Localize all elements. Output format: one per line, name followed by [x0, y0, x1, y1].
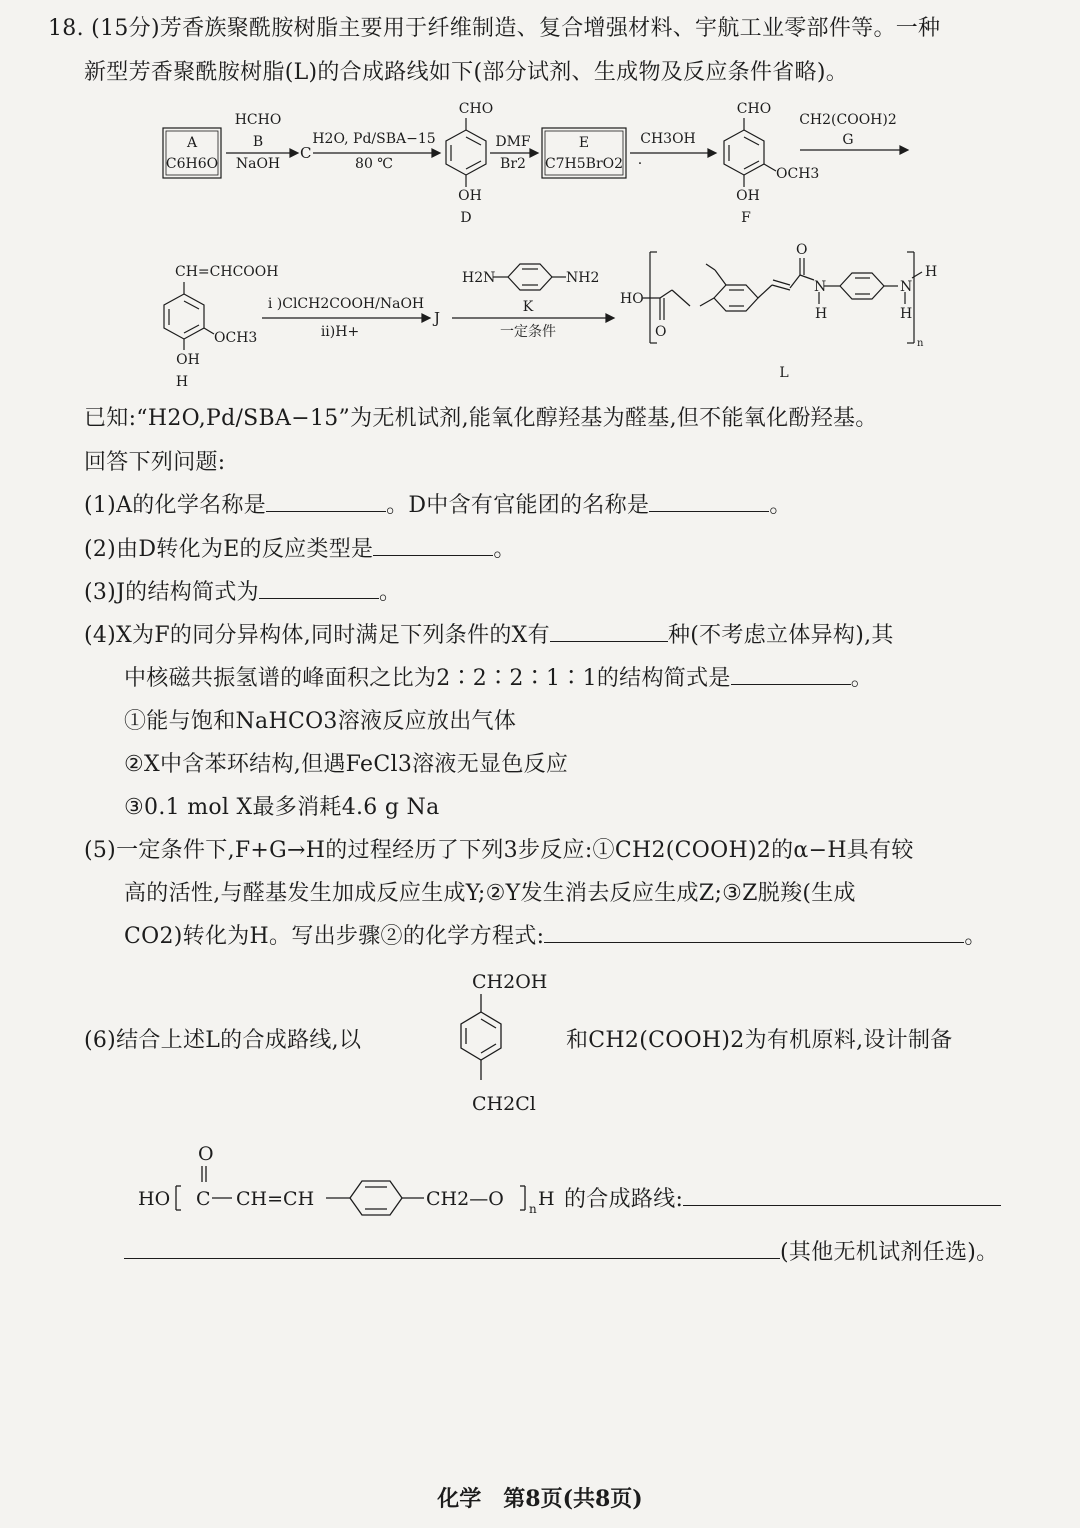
q6-target-CH2O: CH2—O	[426, 1188, 504, 1210]
q6-target-H: H	[538, 1188, 555, 1210]
compound-L-O-amide: O	[796, 242, 808, 258]
question-6-text-b: 和CH2(COOH)2为有机原料,设计制备	[566, 1028, 953, 1053]
question-5-line2: 高的活性,与醛基发生加成反应生成Y;②Y发生消去反应生成Z;③Z脱羧(生成	[124, 881, 856, 906]
q6-target-O: O	[198, 1143, 214, 1165]
compound-H-OCH3: OCH3	[214, 330, 258, 346]
reagent-G: G	[842, 132, 854, 148]
q6-target-n: n	[529, 1202, 537, 1216]
q6-target-HO: HO	[138, 1188, 171, 1210]
compound-A-formula: C6H6O	[165, 156, 219, 172]
compound-F-OH: OH	[736, 188, 760, 204]
q3-text-b: 。	[378, 580, 402, 605]
compound-L-O-carbonyl: O	[655, 324, 667, 340]
q4-condition-1: ①能与饱和NaHCO3溶液反应放出气体	[124, 709, 517, 734]
reagent-CH3OH: CH3OH	[640, 131, 696, 147]
reagent-H2O-Pd: H2O, Pd/SBA−15	[312, 131, 436, 147]
question-5-line1: (5)一定条件下,F+G→H的过程经历了下列3步反应:①CH2(COOH)2的α−H具有较	[84, 838, 914, 863]
compound-D-label: D	[460, 210, 472, 226]
q6-blank-1[interactable]	[683, 1185, 1001, 1206]
q1-text-b: 。D中含有官能团的名称是	[386, 493, 650, 518]
known-info: 已知:“H2O,Pd/SBA−15”为无机试剂,能氧化醇羟基为醛基,但不能氧化酚羟基。	[84, 406, 878, 431]
condition-80C: 80 ℃	[355, 156, 393, 172]
compound-L-H-end: H	[925, 264, 938, 280]
q4-condition-3: ③0.1 mol X最多消耗4.6 g Na	[124, 795, 440, 820]
q6-text-c: 的合成路线:	[564, 1187, 684, 1212]
q6-text-d: (其他无机试剂任选)。	[780, 1240, 999, 1265]
q4-text-a: (4)X为F的同分异构体,同时满足下列条件的X有	[84, 623, 550, 648]
compound-L-label: L	[779, 365, 789, 381]
reagent-malonic-acid: CH2(COOH)2	[799, 112, 897, 128]
compound-L-H1: H	[815, 306, 828, 322]
reagent-DMF: DMF	[495, 134, 531, 150]
compound-E-formula: C7H5BrO2	[544, 156, 624, 172]
reagent-acid: ii)H+	[320, 324, 360, 340]
compound-J-label: J	[434, 309, 441, 327]
compound-F-CHO: CHO	[736, 101, 772, 117]
q6-route-line2	[124, 1238, 998, 1268]
q2-text-a: (2)由D转化为E的反应类型是	[84, 537, 374, 562]
question-18-line2: 新型芳香聚酰胺树脂(L)的合成路线如下(部分试剂、生成物及反应条件省略)。	[84, 60, 849, 85]
compound-D-CHO: CHO	[458, 101, 494, 117]
question-6-text-a: (6)结合上述L的合成路线,以	[84, 1028, 362, 1053]
q6-target-CH=CH: CH=CH	[236, 1188, 315, 1210]
compound-D-OH: OH	[458, 188, 482, 204]
q5-text-a: CO2)转化为H。写出步骤②的化学方程式:	[124, 924, 545, 949]
q4-condition-2: ②X中含苯环结构,但遇FeCl3溶液无显色反应	[124, 752, 569, 777]
q1-text-c: 。	[769, 493, 792, 518]
q6-sm-structure	[461, 994, 501, 1080]
compound-H-label: H	[175, 374, 189, 390]
answer-prompt: 回答下列问题:	[84, 450, 226, 475]
q6-sm-CH2Cl: CH2Cl	[472, 1093, 536, 1115]
condition-specific: 一定条件	[500, 324, 556, 340]
q4-text-d: 。	[850, 666, 873, 691]
q1-text-a: (1)A的化学名称是	[84, 493, 267, 518]
reagent-dot: .	[637, 152, 643, 168]
page-footer: 化学 第8页(共8页)	[437, 1486, 643, 1512]
compound-F-OCH3: OCH3	[776, 166, 820, 182]
compound-K-NH2-left: H2N	[462, 270, 496, 286]
compound-L-HO: HO	[620, 291, 644, 307]
question-18-line1: 18. (15分)芳香族聚酰胺树脂主要用于纤维制造、复合增强材料、宇航工业零部件等。一种	[48, 16, 941, 41]
reagent-B: B	[252, 134, 264, 150]
compound-C-label: C	[300, 144, 312, 162]
compound-A-label: A	[186, 135, 198, 151]
q6-sm-CH2OH: CH2OH	[472, 971, 548, 993]
q6-route-prompt	[564, 1185, 1001, 1215]
compound-E-label: E	[578, 135, 590, 151]
q4-text-b: 种(不考虑立体异构),其	[667, 623, 894, 648]
reagent-ClCH2COOH: i )ClCH2COOH/NaOH	[267, 296, 425, 312]
compound-K-NH2-right: NH2	[566, 270, 600, 286]
compound-L-n: n	[917, 338, 924, 349]
compound-L-N2: N	[900, 279, 913, 295]
reagent-Br2: Br2	[500, 156, 526, 172]
compound-L-H2: H	[900, 306, 913, 322]
compound-K-label: K	[522, 299, 534, 315]
compound-H-side-chain: CH=CHCOOH	[175, 264, 279, 280]
q6-blank-2[interactable]	[124, 1238, 780, 1259]
reagent-NaOH: NaOH	[235, 156, 281, 172]
compound-H-OH: OH	[176, 352, 200, 368]
reagent-HCHO: HCHO	[234, 112, 282, 128]
q2-text-b: 。	[493, 537, 516, 562]
compound-F-label: F	[741, 210, 751, 226]
q6-target-C: C	[196, 1188, 211, 1210]
q4-text-c: 中核磁共振氢谱的峰面积之比为2∶2∶2∶1∶1的结构简式是	[124, 666, 731, 691]
q3-text-a: (3)J的结构简式为	[84, 580, 259, 605]
compound-L-N1: N	[814, 279, 827, 295]
q5-text-b: 。	[964, 924, 987, 949]
